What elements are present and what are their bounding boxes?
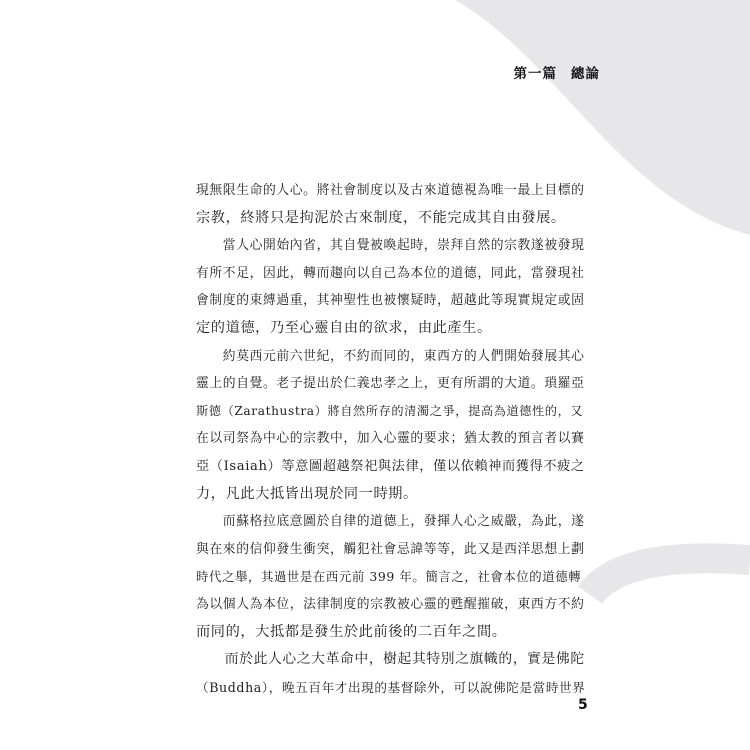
text-line: 而於此人心之大革命中，樹起其特別之旗幟的，實是佛陀 [196, 651, 585, 668]
body-text [196, 177, 586, 701]
text-line: 當人心開始內省，其自覺被喚起時，崇拜自然的宗教遂被發現 [196, 238, 585, 254]
text-line: 靈上的自覺。老子提出於仁義忠孝之上，更有所謂的大道。瑣羅亞 [196, 376, 585, 392]
text-line: 為以個人為本位，法律制度的宗教被心靈的甦醒摧破，東西方不約 [196, 596, 585, 612]
text-line: 而蘇格拉底意圖於自律的道德上，發揮人心之威嚴，為此，遂 [196, 514, 585, 530]
text-line: 有所不足，因此，轉而趨向以自己為本位的道德，同此，當發現社 [196, 265, 585, 281]
text-line: 會制度的束縛過重，其神聖性也被懷疑時，超越此等現實規定或固 [196, 293, 585, 309]
text-line: 定的道德，乃至心靈自由的欲求，由此產生。 [196, 319, 492, 336]
chapter-title: 總論 [571, 66, 600, 82]
text-line: 與在來的信仰發生衝突，觸犯社會忌諱等等，此又是西洋思想上劃 [196, 541, 585, 557]
text-line: 時代之舉，其過世是在西元前 399 年。簡言之，社會本位的道德轉 [196, 569, 582, 585]
text-line: 斯德（Zarathustra）將自然所存的清濁之爭，提高為道德性的，又 [196, 403, 584, 418]
text-line: 現無限生命的人心。將社會制度以及古來道德視為唯一最上目標的 [196, 183, 585, 198]
text-line: 而同的，大抵都是發生於此前後的二百年之間。 [196, 623, 507, 640]
text-line: 亞（Isaiah）等意圖超越祭祀與法律，僅以依賴神而獲得不疲之 [196, 458, 585, 474]
text-line: 約莫西元前六世紀，不約而同的，東西方的人們開始發展其心 [196, 348, 585, 364]
text-line: 在以司祭為中心的宗教中，加入心靈的要求；猶太教的預言者以賽 [196, 431, 585, 447]
text-line: 力，凡此大抵皆出現於同一時期。 [196, 485, 418, 502]
text-line: 宗教，終將只是拘泥於古來制度，不能完成其自由發展。 [196, 209, 566, 226]
chapter-header [514, 62, 601, 82]
chapter-label: 第一篇 [513, 66, 557, 82]
page-number: 5 [578, 697, 588, 713]
text-line: （Buddha），晚五百年才出現的基督除外，可以說佛陀是當時世界 [196, 679, 586, 695]
